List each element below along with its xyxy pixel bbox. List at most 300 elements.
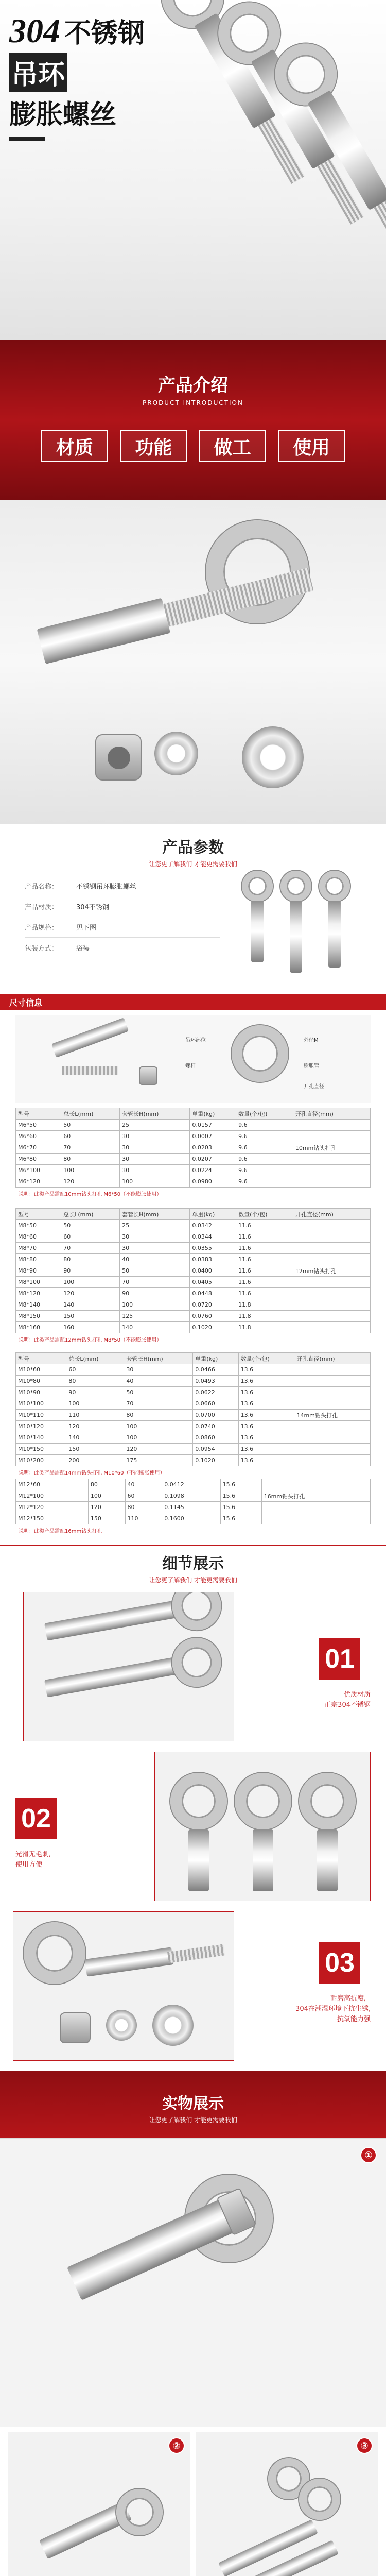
diagram-label-eye: 吊环部位: [185, 1038, 206, 1043]
cell: 120: [61, 1176, 120, 1188]
real-number-2: ②: [168, 2437, 185, 2454]
cell: 90: [66, 1387, 124, 1398]
cell: 0.0720: [190, 1299, 236, 1311]
cell: 0.0700: [193, 1410, 238, 1421]
table-row: [16, 1421, 371, 1432]
table-row: [16, 1322, 371, 1333]
cell: 90: [61, 1265, 120, 1277]
cell: 60: [61, 1131, 120, 1142]
cell: 60: [125, 1490, 162, 1502]
table-note: 说明：此类产品需配16mm钻头打孔: [19, 1529, 102, 1534]
col-header: 套管长H(mm): [120, 1209, 190, 1220]
cell: [294, 1455, 371, 1466]
col-header: 总长L(mm): [61, 1209, 120, 1220]
params-section: [0, 824, 386, 994]
cell: [294, 1387, 371, 1398]
cell: M8*70: [16, 1243, 61, 1254]
cell: 9.6: [236, 1131, 293, 1142]
cell: 90: [120, 1288, 190, 1299]
cell: 0.0448: [190, 1288, 236, 1299]
cell: [293, 1131, 370, 1142]
cell: 125: [120, 1311, 190, 1322]
table-row: [16, 1176, 371, 1188]
intro-tabs: [41, 430, 345, 462]
detail-block-2: [0, 1752, 386, 1911]
cell: [293, 1322, 370, 1333]
cell: [293, 1311, 370, 1322]
cell: 110: [66, 1410, 124, 1421]
cell: 13.6: [238, 1376, 294, 1387]
cell: [261, 1479, 370, 1490]
cell: [294, 1376, 371, 1387]
cell: [293, 1120, 370, 1131]
cell: 11.8: [236, 1322, 293, 1333]
col-header: 型号: [16, 1209, 61, 1220]
real-title: 实物展示: [162, 2095, 224, 2113]
col-header: 总长L(mm): [66, 1353, 124, 1364]
cell: 120: [88, 1502, 125, 1513]
cell: 100: [88, 1490, 125, 1502]
intro-title: 产品介绍: [158, 375, 228, 396]
cell: 0.0980: [190, 1176, 236, 1188]
cell: 13.6: [238, 1387, 294, 1398]
cell: 70: [61, 1243, 120, 1254]
cell: M6*50: [16, 1120, 61, 1131]
cell: 100: [66, 1398, 124, 1410]
table-row: [16, 1387, 371, 1398]
cell: [294, 1364, 371, 1376]
cell: 0.0355: [190, 1243, 236, 1254]
cell: 0.0412: [162, 1479, 220, 1490]
detail-number-01: 01: [319, 1638, 360, 1680]
cell: [293, 1176, 370, 1188]
cell: M6*120: [16, 1176, 61, 1188]
size-table-group-4: [15, 1479, 371, 1535]
detail-text-line: 正宗304不锈钢: [324, 1701, 371, 1709]
detail-number-03: 03: [319, 1942, 360, 1984]
real-shot-2: [8, 2432, 190, 2576]
cell: M10*100: [16, 1398, 66, 1410]
cell: 12mm钻头打孔: [293, 1265, 370, 1277]
cell: 175: [124, 1455, 193, 1466]
cell: 0.1020: [190, 1322, 236, 1333]
cell: 50: [124, 1387, 193, 1398]
cell: 0.0493: [193, 1376, 238, 1387]
cell: [293, 1277, 370, 1288]
real-number-1: ①: [360, 2147, 377, 2163]
cell: 100: [120, 1299, 190, 1311]
cell: 11.6: [236, 1254, 293, 1265]
cell: 11.8: [236, 1311, 293, 1322]
cell: M8*90: [16, 1265, 61, 1277]
cell: 9.6: [236, 1176, 293, 1188]
col-header: 单重(kg): [190, 1108, 236, 1120]
cell: [293, 1288, 370, 1299]
cell: [293, 1220, 370, 1231]
cell: 13.6: [238, 1444, 294, 1455]
params-value: 304不锈钢: [76, 904, 109, 911]
cell: M12*150: [16, 1513, 89, 1524]
col-header: 单重(kg): [190, 1209, 236, 1220]
detail-text-line: 抗氧能力强: [337, 2015, 371, 2023]
col-header: 数量(个/包): [236, 1108, 293, 1120]
cell: 0.0740: [193, 1421, 238, 1432]
cell: [294, 1421, 371, 1432]
cell: 50: [61, 1220, 120, 1231]
washer-large: [242, 726, 304, 788]
table-row: [16, 1165, 371, 1176]
cell: 0.0954: [193, 1444, 238, 1455]
cell: 80: [61, 1254, 120, 1265]
cell: 100: [120, 1176, 190, 1188]
washer-small: [154, 732, 198, 775]
cell: M10*120: [16, 1421, 66, 1432]
hero-line3: 膨胀螺丝: [9, 99, 117, 130]
cell: M6*80: [16, 1154, 61, 1165]
cell: M12*60: [16, 1479, 89, 1490]
cell: M10*110: [16, 1410, 66, 1421]
cell: M12*120: [16, 1502, 89, 1513]
cell: [293, 1299, 370, 1311]
cell: 140: [120, 1322, 190, 1333]
cell: M10*80: [16, 1376, 66, 1387]
table-row: [16, 1131, 371, 1142]
cell: M6*60: [16, 1131, 61, 1142]
col-header: 开孔直径(mm): [294, 1353, 371, 1364]
cell: 0.1098: [162, 1490, 220, 1502]
cell: 14mm钻头打孔: [294, 1410, 371, 1421]
params-row: [25, 896, 220, 917]
cell: [293, 1165, 370, 1176]
cell: 0.0203: [190, 1142, 236, 1154]
detail-block-3: [0, 1911, 386, 2071]
cell: 11.6: [236, 1220, 293, 1231]
product-photo-parts: [0, 500, 386, 824]
cell: 150: [66, 1444, 124, 1455]
intro-tab-workmanship: 做工: [199, 430, 266, 462]
col-header: 型号: [16, 1353, 66, 1364]
cell: M8*80: [16, 1254, 61, 1265]
col-header: 数量(个/包): [236, 1209, 293, 1220]
params-subtitle: 让您更了解我们 才能更需要我们: [149, 860, 237, 868]
diagram-label-outer: 外径M: [304, 1038, 319, 1043]
cell: [261, 1513, 370, 1524]
cell: 150: [88, 1513, 125, 1524]
table-row: [16, 1513, 371, 1524]
cell: 60: [66, 1364, 124, 1376]
cell: 150: [61, 1311, 120, 1322]
cell: 13.6: [238, 1455, 294, 1466]
table-header-row: [16, 1353, 371, 1364]
cell: 0.0466: [193, 1364, 238, 1376]
cell: 11.6: [236, 1243, 293, 1254]
table-row: [16, 1455, 371, 1466]
params-title: 产品参数: [162, 839, 224, 857]
hero-banner: [0, 0, 386, 340]
intro-tab-material: 材质: [41, 430, 108, 462]
cell: 80: [88, 1479, 125, 1490]
cell: 100: [61, 1165, 120, 1176]
cell: 0.0344: [190, 1231, 236, 1243]
cell: 140: [61, 1299, 120, 1311]
cell: 40: [125, 1479, 162, 1490]
detail-title: 细节展示: [162, 1555, 224, 1573]
size-table-group-1: [15, 1108, 371, 1199]
cell: 40: [120, 1254, 190, 1265]
detail-text-3: [257, 1994, 371, 2025]
detail-text-line: 使用方便: [15, 1861, 43, 1869]
real-subtitle: 让您更了解我们 才能更需要我们: [149, 2116, 237, 2124]
cell: 13.6: [238, 1421, 294, 1432]
cell: M8*120: [16, 1288, 61, 1299]
cell: M10*60: [16, 1364, 66, 1376]
cell: 100: [124, 1432, 193, 1444]
cell: 70: [120, 1277, 190, 1288]
cell: 100: [61, 1277, 120, 1288]
size-section: [0, 994, 386, 1535]
cell: 0.0660: [193, 1398, 238, 1410]
cell: [293, 1243, 370, 1254]
detail-photo-2: [154, 1752, 371, 1901]
col-header: 型号: [16, 1108, 61, 1120]
detail-text-line: 光滑无毛刺,: [15, 1851, 51, 1858]
intro-tab-function: 功能: [120, 430, 187, 462]
cell: M8*100: [16, 1277, 61, 1288]
cell: 110: [125, 1513, 162, 1524]
detail-text-2: [15, 1850, 118, 1870]
table-row: [16, 1254, 371, 1265]
table-row: [16, 1444, 371, 1455]
table-row: [16, 1502, 371, 1513]
detail-photo-3: [13, 1911, 234, 2061]
cell: 13.6: [238, 1364, 294, 1376]
size-header-bar: [0, 994, 386, 1010]
table-row: [16, 1288, 371, 1299]
cell: 0.0400: [190, 1265, 236, 1277]
cell: 25: [120, 1220, 190, 1231]
table-row: [16, 1243, 371, 1254]
diagram-label-rod: 螺杆: [185, 1063, 196, 1069]
cell: 13.6: [238, 1398, 294, 1410]
real-header: [0, 2071, 386, 2138]
cell: [261, 1502, 370, 1513]
col-header: 套管长H(mm): [120, 1108, 190, 1120]
cell: M8*50: [16, 1220, 61, 1231]
cell: 0.1020: [193, 1455, 238, 1466]
divider: [0, 1545, 386, 1546]
detail-photo-1: [23, 1592, 234, 1741]
table-row: [16, 1220, 371, 1231]
cell: 200: [66, 1455, 124, 1466]
cell: 0.1600: [162, 1513, 220, 1524]
table-note: 说明：此类产品需配12mm钻头打孔 M8*50（不能膨胀使用）: [19, 1337, 162, 1343]
detail-subtitle: 让您更了解我们 才能更需要我们: [149, 1577, 237, 1584]
cell: 30: [120, 1243, 190, 1254]
cell: M8*160: [16, 1322, 61, 1333]
table-note: 说明：此类产品需配14mm钻头打孔 M10*60（不能膨胀使用）: [19, 1470, 165, 1476]
col-header: 单重(kg): [193, 1353, 238, 1364]
cell: 80: [124, 1410, 193, 1421]
detail-text-line: 耐磨高抗腐，: [330, 1995, 371, 2003]
cell: 30: [124, 1364, 193, 1376]
product-photo-hero: [0, 0, 386, 340]
cell: 11.6: [236, 1265, 293, 1277]
detail-number-02: 02: [15, 1798, 57, 1839]
table-header-row: [16, 1108, 371, 1120]
cell: 25: [120, 1120, 190, 1131]
table-row: [16, 1490, 371, 1502]
cell: 0.0760: [190, 1311, 236, 1322]
cell: M6*70: [16, 1142, 61, 1154]
table-row: [16, 1231, 371, 1243]
real-number-3: ③: [356, 2437, 373, 2454]
size-table-group-2: [15, 1208, 371, 1345]
cell: 13.6: [238, 1432, 294, 1444]
cell: 50: [61, 1120, 120, 1131]
cell: 70: [124, 1398, 193, 1410]
table-header-row: [16, 1209, 371, 1220]
table-row: [16, 1432, 371, 1444]
params-table: [25, 876, 220, 958]
cell: 0.0860: [193, 1432, 238, 1444]
cell: 50: [120, 1265, 190, 1277]
table-row: [16, 1299, 371, 1311]
cell: M10*200: [16, 1455, 66, 1466]
cell: [294, 1444, 371, 1455]
cell: [293, 1154, 370, 1165]
cell: 15.6: [220, 1513, 261, 1524]
cell: 11.6: [236, 1231, 293, 1243]
intro-subtitle: PRODUCT INTRODUCTION: [143, 399, 243, 406]
cell: 0.0157: [190, 1120, 236, 1131]
params-value: 不锈钢吊环膨胀螺丝: [76, 883, 137, 891]
detail-text-1: [288, 1690, 371, 1710]
cell: 11.6: [236, 1288, 293, 1299]
params-row: [25, 876, 220, 896]
detail-text-line: 304在潮湿环境下抗生锈,: [295, 2005, 371, 2013]
cell: M8*140: [16, 1299, 61, 1311]
params-product-photo: [232, 871, 365, 984]
params-value: 见下图: [76, 924, 97, 932]
diagram-label-hole: 开孔直径: [304, 1084, 324, 1090]
cell: 100: [124, 1421, 193, 1432]
real-shots-row: [0, 2427, 386, 2576]
cell: 0.0622: [193, 1387, 238, 1398]
col-header: 开孔直径(mm): [293, 1209, 370, 1220]
cell: M10*140: [16, 1432, 66, 1444]
cell: 11.6: [236, 1277, 293, 1288]
params-value: 袋装: [76, 945, 90, 953]
intro-header: [0, 340, 386, 500]
table-row: [16, 1154, 371, 1165]
cell: [294, 1398, 371, 1410]
table-note: 说明：此类产品需配10mm钻头打孔 M6*50（不能膨胀使用）: [19, 1192, 162, 1197]
params-label: 产品规格：: [25, 924, 59, 932]
cell: 16mm钻头打孔: [261, 1490, 370, 1502]
table-row: [16, 1364, 371, 1376]
cell: 0.0224: [190, 1165, 236, 1176]
params-row: [25, 917, 220, 938]
hero-title-text: 不锈钢: [64, 18, 145, 49]
cell: 120: [124, 1444, 193, 1455]
table-row: [16, 1376, 371, 1387]
cell: 0.1145: [162, 1502, 220, 1513]
cell: [294, 1432, 371, 1444]
cell: M8*150: [16, 1311, 61, 1322]
detail-text-line: 优质材质: [343, 1691, 371, 1699]
detail-header: [0, 1535, 386, 1592]
cell: M8*60: [16, 1231, 61, 1243]
cell: [293, 1254, 370, 1265]
cell: [293, 1231, 370, 1243]
cell: 0.0207: [190, 1154, 236, 1165]
cell: 9.6: [236, 1142, 293, 1154]
table-row: [16, 1120, 371, 1131]
table-row: [16, 1142, 371, 1154]
cell: M10*90: [16, 1387, 66, 1398]
col-header: 开孔直径(mm): [293, 1108, 370, 1120]
hero-title-num: 304: [9, 12, 60, 50]
cell: 11.8: [236, 1299, 293, 1311]
expansion-sleeve: [37, 598, 171, 664]
table-row: [16, 1479, 371, 1490]
cell: 30: [120, 1154, 190, 1165]
real-shot-3: [196, 2432, 378, 2576]
cell: 13.6: [238, 1410, 294, 1421]
detail-block-1: [0, 1592, 386, 1752]
cell: 15.6: [220, 1490, 261, 1502]
cell: 0.0342: [190, 1220, 236, 1231]
cell: 120: [61, 1288, 120, 1299]
table-row: [16, 1277, 371, 1288]
size-diagram: [15, 1015, 371, 1103]
size-title: 尺寸信息: [9, 998, 43, 1008]
cell: 70: [61, 1142, 120, 1154]
cell: 15.6: [220, 1502, 261, 1513]
cell: 140: [66, 1432, 124, 1444]
cell: 80: [66, 1376, 124, 1387]
col-header: 套管长H(mm): [124, 1353, 193, 1364]
hero-line2: 吊环: [9, 53, 67, 92]
cell: 9.6: [236, 1165, 293, 1176]
cell: M6*100: [16, 1165, 61, 1176]
diagram-label-sleeve: 膨胀管: [304, 1063, 319, 1069]
params-label: 包装方式：: [25, 945, 59, 953]
cell: 0.0383: [190, 1254, 236, 1265]
hex-nut: [95, 734, 142, 781]
table-row: [16, 1398, 371, 1410]
cell: 9.6: [236, 1154, 293, 1165]
cell: 40: [124, 1376, 193, 1387]
params-label: 产品材质：: [25, 904, 59, 911]
cell: 30: [120, 1142, 190, 1154]
intro-tab-usage: 使用: [278, 430, 345, 462]
table-row: [16, 1265, 371, 1277]
cell: 0.0007: [190, 1131, 236, 1142]
params-label: 产品名称：: [25, 883, 59, 891]
real-shot-1: [0, 2138, 386, 2427]
cell: 9.6: [236, 1120, 293, 1131]
table-row: [16, 1410, 371, 1421]
cell: M12*100: [16, 1490, 89, 1502]
cell: 10mm钻头打孔: [293, 1142, 370, 1154]
cell: 80: [125, 1502, 162, 1513]
cell: 30: [120, 1131, 190, 1142]
table-row: [16, 1311, 371, 1322]
cell: 0.0405: [190, 1277, 236, 1288]
cell: 15.6: [220, 1479, 261, 1490]
cell: M10*150: [16, 1444, 66, 1455]
